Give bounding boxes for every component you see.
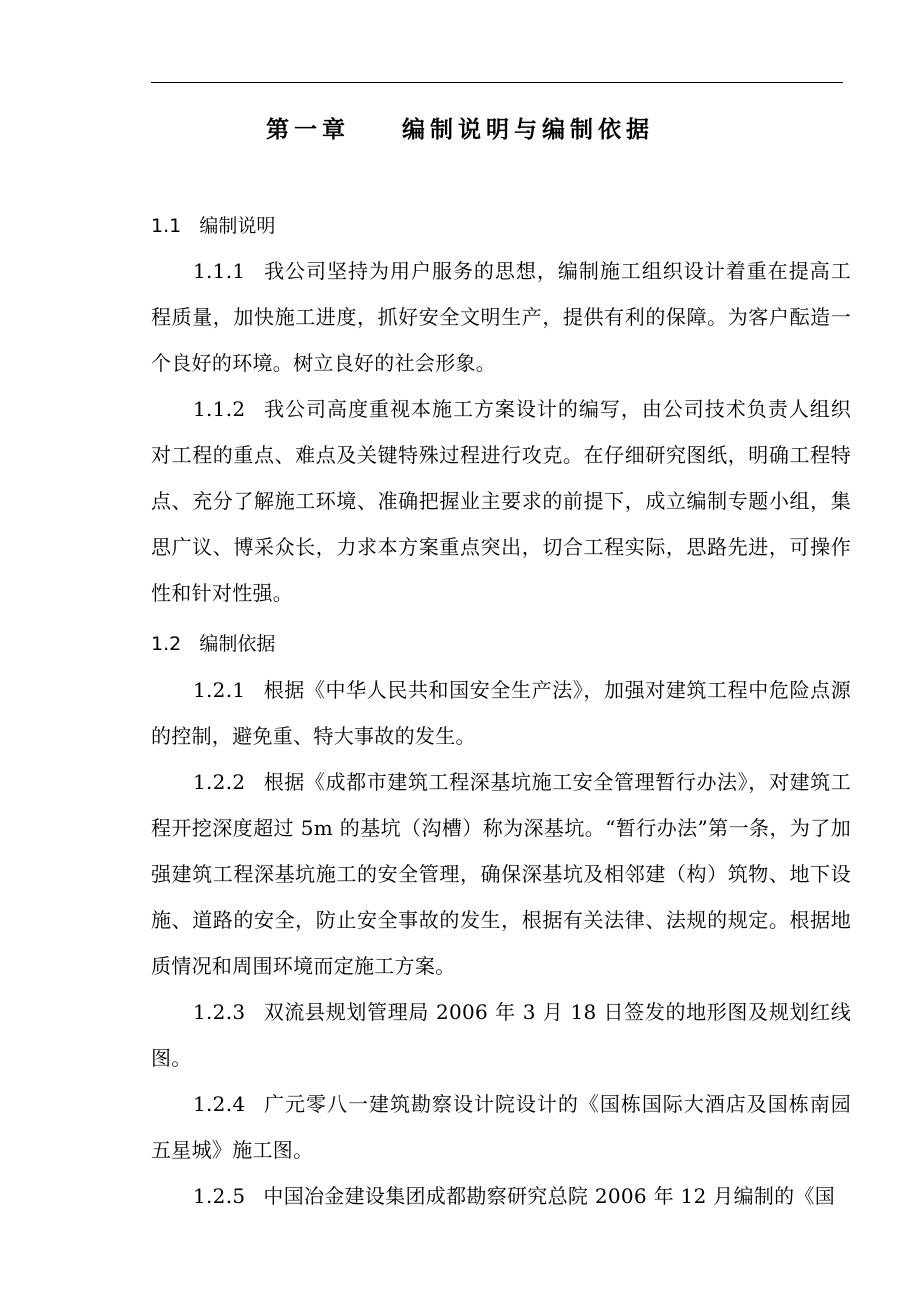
paragraph-text: 中国冶金建设集团成都勘察研究总院 2006 年 12 月编制的《国 <box>263 1184 836 1208</box>
paragraph-text: 双流县规划管理局 2006 年 3 月 18 日签发的地形图及规划红线图。 <box>151 1000 851 1070</box>
paragraph-text: 广元零八一建筑勘察设计院设计的《国栋国际大酒店及国栋南园五星城》施工图。 <box>151 1092 851 1162</box>
chapter-title: 第一章 编制说明与编制依据 <box>265 117 655 143</box>
paragraph-1-2-2 <box>151 759 851 989</box>
paragraph-1-2-4 <box>151 1081 851 1173</box>
paragraph-number: 1.1.1 <box>193 259 246 283</box>
paragraph-number: 1.1.2 <box>193 397 246 421</box>
paragraph-1-1-1 <box>151 248 851 386</box>
paragraph-text: 我公司高度重视本施工方案设计的编写，由公司技术负责人组织对工程的重点、难点及关键特殊过程进行攻克。在仔细研究图纸，明确工程特点、充分了解施工环境、准确把握业主要求的前提下，成立编制专题小组，集思广议、博采众长，力求本方案重点突出，切合工程实际，思路先进，可操作性和针对性强。 <box>151 397 851 605</box>
paragraph-1-2-5 <box>151 1173 851 1219</box>
paragraph-text: 根据《成都市建筑工程深基坑施工安全管理暂行办法》，对建筑工程开挖深度超过 5m 的基坑（沟槽）称为深基坑。“暂行办法”第一条，为了加强建筑工程深基坑施工的安全管理，确保深基坑及相邻建（构）筑物、地下设施、道路的安全，防止安全事故的发生，根据有关法律、法规的规定。根据地质情况和周围环境而定施工方案。 <box>151 770 851 978</box>
paragraph-text: 我公司坚持为用户服务的思想，编制施工组织设计着重在提高工程质量，加快施工进度，抓好安全文明生产，提供有利的保障。为客户酝造一个良好的环境。树立良好的社会形象。 <box>151 259 851 375</box>
paragraph-1-2-1 <box>151 667 851 759</box>
paragraph-1-1-2 <box>151 386 851 616</box>
paragraph-number: 1.2.2 <box>193 770 246 794</box>
paragraph-1-2-3 <box>151 989 851 1081</box>
section-heading-1-1: 1.1 编制说明 <box>151 215 276 237</box>
header-rule <box>151 82 843 83</box>
paragraph-number: 1.2.1 <box>193 678 246 702</box>
section-heading-1-2: 1.2 编制依据 <box>151 633 276 655</box>
paragraph-number: 1.2.4 <box>193 1092 246 1116</box>
paragraph-number: 1.2.3 <box>193 1000 246 1024</box>
paragraph-text: 根据《中华人民共和国安全生产法》，加强对建筑工程中危险点源的控制，避免重、特大事故的发生。 <box>151 678 851 748</box>
paragraph-number: 1.2.5 <box>193 1184 246 1208</box>
